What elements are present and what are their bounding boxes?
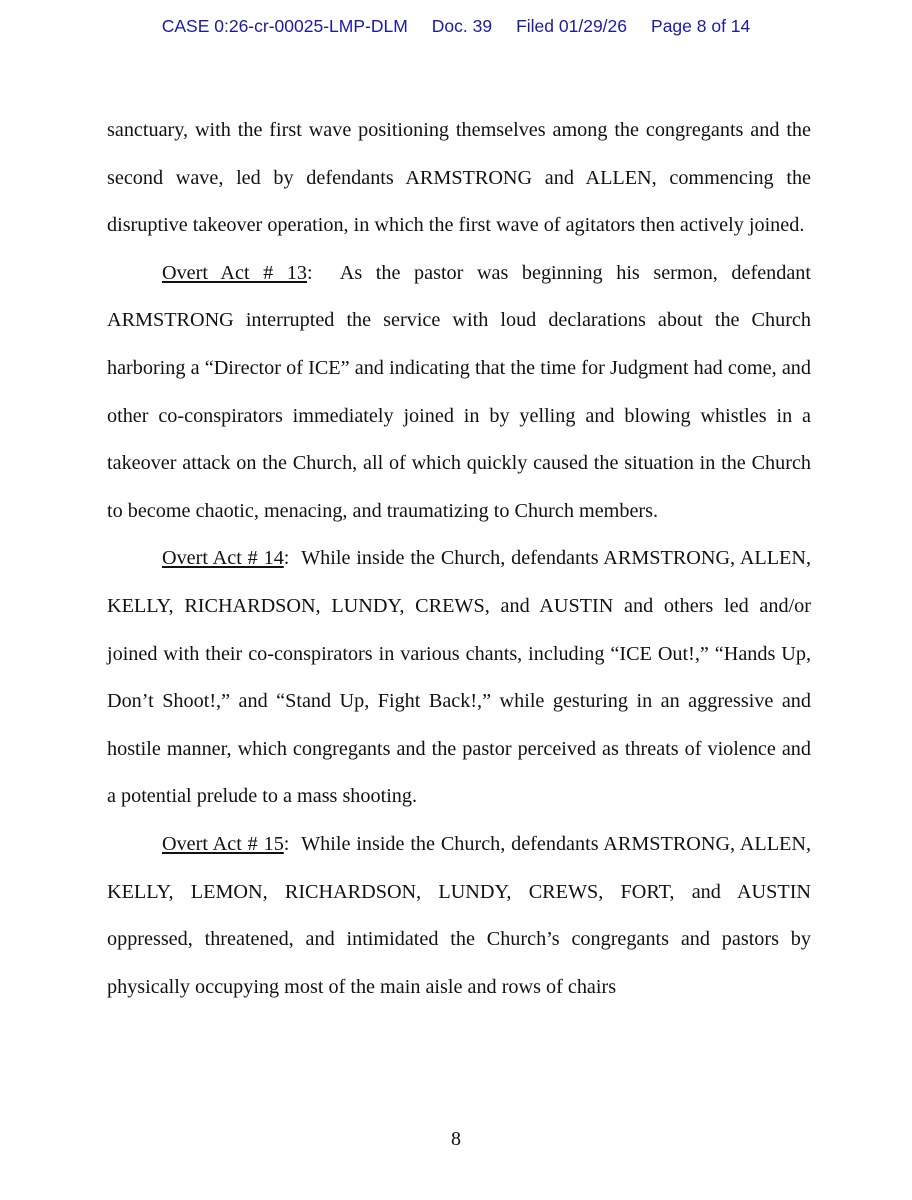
overt-act-14-label: Overt Act # 14 <box>162 547 284 570</box>
page-indicator: Page 8 of 14 <box>651 16 751 36</box>
overt-act-15-text: While inside the Church, defendants ARMSTRONG, ALLEN, KELLY, LEMON, RICHARDSON, LUNDY, CREWS, FORT, and AUSTIN oppressed, threatened, and intimidated the Church’s congregants and pastors by physically occupying most of the main aisle and rows of chairs <box>107 832 812 998</box>
continuation-paragraph: sanctuary, with the first wave positioning themselves among the congregants and the second wave, led by defendants ARMSTRONG and ALLEN, commencing the disruptive takeover operation, in which the first wave of agitators then actively joined. <box>107 119 811 237</box>
overt-act-15-label: Overt Act # 15 <box>162 832 284 855</box>
overt-act-13-text: As the pastor was beginning his sermon, defendant ARMSTRONG interrupted the service with loud declarations about the Church harboring a “Director of ICE” and indicating that the time for Judgment had come, and other co-conspirators immediately joined in by yelling and blowing whistles in a takeover attack on the Church, all of which quickly caused the situation in the Church to become chaotic, menacing, and traumatizing to Church members. <box>107 261 811 522</box>
overt-act-13: Overt Act # 13: As the pastor was beginning his sermon, defendant ARMSTRONG interrupted the service with loud declarations about the Church harboring a “Director of ICE” and indicating that the time for Judgment had come, and other co-conspirators immediately joined in by yelling and blowing whistles in a takeover attack on the Church, all of which quickly caused the situation in the Church to become chaotic, menacing, and traumatizing to Church members. <box>107 261 811 522</box>
page-number: 8 <box>451 1128 461 1150</box>
filed-date: Filed 01/29/26 <box>516 16 628 36</box>
overt-act-14-text: While inside the Church, defendants ARMSTRONG, ALLEN, KELLY, RICHARDSON, LUNDY, CREWS, and AUSTIN and others led and/or joined with their co-conspirators in various chants, including “ICE Out!,” “Hands Up, Don’t Shoot!,” and “Stand Up, Fight Back!,” while gesturing in an aggressive and hostile manner, which congregants and the pastor perceived as threats of violence and a potential prelude to a mass shooting. <box>107 547 812 808</box>
document-number: Doc. 39 <box>431 16 493 36</box>
case-number: CASE 0:26-cr-00025-LMP-DLM <box>161 16 408 36</box>
overt-act-14: Overt Act # 14: While inside the Church, defendants ARMSTRONG, ALLEN, KELLY, RICHARDSON, LUNDY, CREWS, and AUSTIN and others led and/or joined with their co-conspirators in various chants, including “ICE Out!,” “Hands Up, Don’t Shoot!,” and “Stand Up, Fight Back!,” while gesturing in an aggressive and hostile manner, which congregants and the pastor perceived as threats of violence and a potential prelude to a mass shooting. <box>107 547 812 808</box>
overt-act-13-label: Overt Act # 13 <box>162 261 308 284</box>
overt-act-15: Overt Act # 15: While inside the Church, defendants ARMSTRONG, ALLEN, KELLY, LEMON, RICHARDSON, LUNDY, CREWS, FORT, and AUSTIN oppressed, threatened, and intimidated the Church’s congregants and pastors by physically occupying most of the main aisle and rows of chairs <box>107 832 812 998</box>
filing-header <box>0 16 912 37</box>
document-body <box>107 107 811 1011</box>
